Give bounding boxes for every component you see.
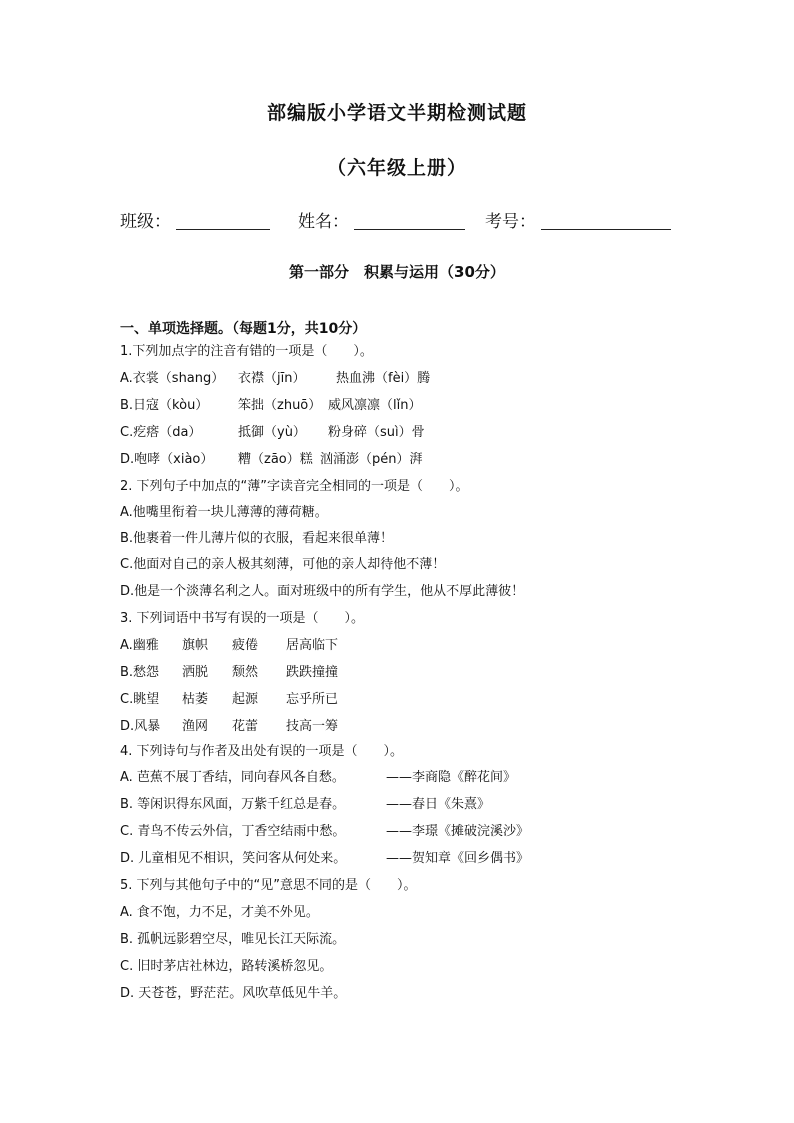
question-option: B.日寇（kòu） 笨拙（zhuō） 威风凛凛（lǐn） (120, 398, 422, 413)
name-blank[interactable] (354, 229, 465, 230)
question-option: D.风暴 渔网 花蕾 技高一筹 (120, 719, 339, 734)
question-option: B. 等闲识得东风面，万紫千红总是春。 ——春日《朱熹》 (120, 797, 491, 812)
number-blank[interactable] (541, 229, 671, 230)
question-option: A.衣裳（shang） 衣襟（jīn） 热血沸（fèi）腾 (120, 371, 431, 386)
question-option: D. 天苍苍，野茫茫。风吹草低见牛羊。 (120, 986, 347, 1001)
question-group-heading: 一、单项选择题。（每题1分，共10分） (120, 321, 367, 337)
question-option: A.他嘴里衔着一块儿薄薄的薄荷糖。 (120, 505, 328, 520)
question-option: D.咆哮（xiào） 糟（zāo）糕 汹涌澎（pén）湃 (120, 452, 423, 467)
question-option: B. 孤帆远影碧空尽，唯见长江天际流。 (120, 932, 346, 947)
question-option: A. 食不饱，力不足，才美不外见。 (120, 905, 319, 920)
question-stem: 4. 下列诗句与作者及出处有误的一项是（ ）。 (120, 744, 404, 759)
question-stem: 5. 下列与其他句子中的“见”意思不同的是（ ）。 (120, 878, 417, 893)
question-option: D. 儿童相见不相识，笑问客从何处来。 ——贺知章《回乡偶书》 (120, 851, 530, 866)
question-option: C. 青鸟不传云外信，丁香空结雨中愁。 ——李璟《摊破浣溪沙》 (120, 824, 530, 839)
question-option: A.幽雅 旗帜 疲倦 居高临下 (120, 638, 339, 653)
question-option: B.他裹着一件儿薄片似的衣服，看起来很单薄！ (120, 531, 394, 546)
student-info (120, 205, 680, 233)
question-option: C.他面对自己的亲人极其刻薄，可他的亲人却待他不薄！ (120, 557, 446, 572)
page-title: 部编版小学语文半期检测试题 (266, 102, 527, 124)
question-option: A. 芭蕉不展丁香结，同向春风各自愁。 ——李商隐《醉花间》 (120, 770, 517, 785)
question-stem: 3. 下列词语中书写有误的一项是（ ）。 (120, 611, 365, 626)
question-stem: 2. 下列句子中加点的“薄”字读音完全相同的一项是（ ）。 (120, 479, 469, 494)
page-subtitle: （六年级上册） (326, 157, 467, 179)
name-label: 姓名： (298, 212, 349, 232)
number-label: 考号： (485, 212, 536, 232)
question-option: C.眺望 枯萎 起源 忘乎所已 (120, 692, 339, 707)
class-label: 班级： (120, 212, 171, 232)
section-heading: 第一部分 积累与运用（30分） (289, 263, 505, 281)
question-option: B.愁怨 洒脱 颓然 跌跌撞撞 (120, 665, 339, 680)
question-stem: 1.下列加点字的注音有错的一项是（ ）。 (120, 344, 373, 359)
question-option: C.疙瘩（da） 抵御（yù） 粉身碎（suì）骨 (120, 425, 425, 440)
class-blank[interactable] (176, 229, 270, 230)
question-option: C. 旧时茅店社林边，路转溪桥忽见。 (120, 959, 333, 974)
question-option: D.他是一个淡薄名利之人。面对班级中的所有学生，他从不厚此薄彼！ (120, 584, 525, 599)
